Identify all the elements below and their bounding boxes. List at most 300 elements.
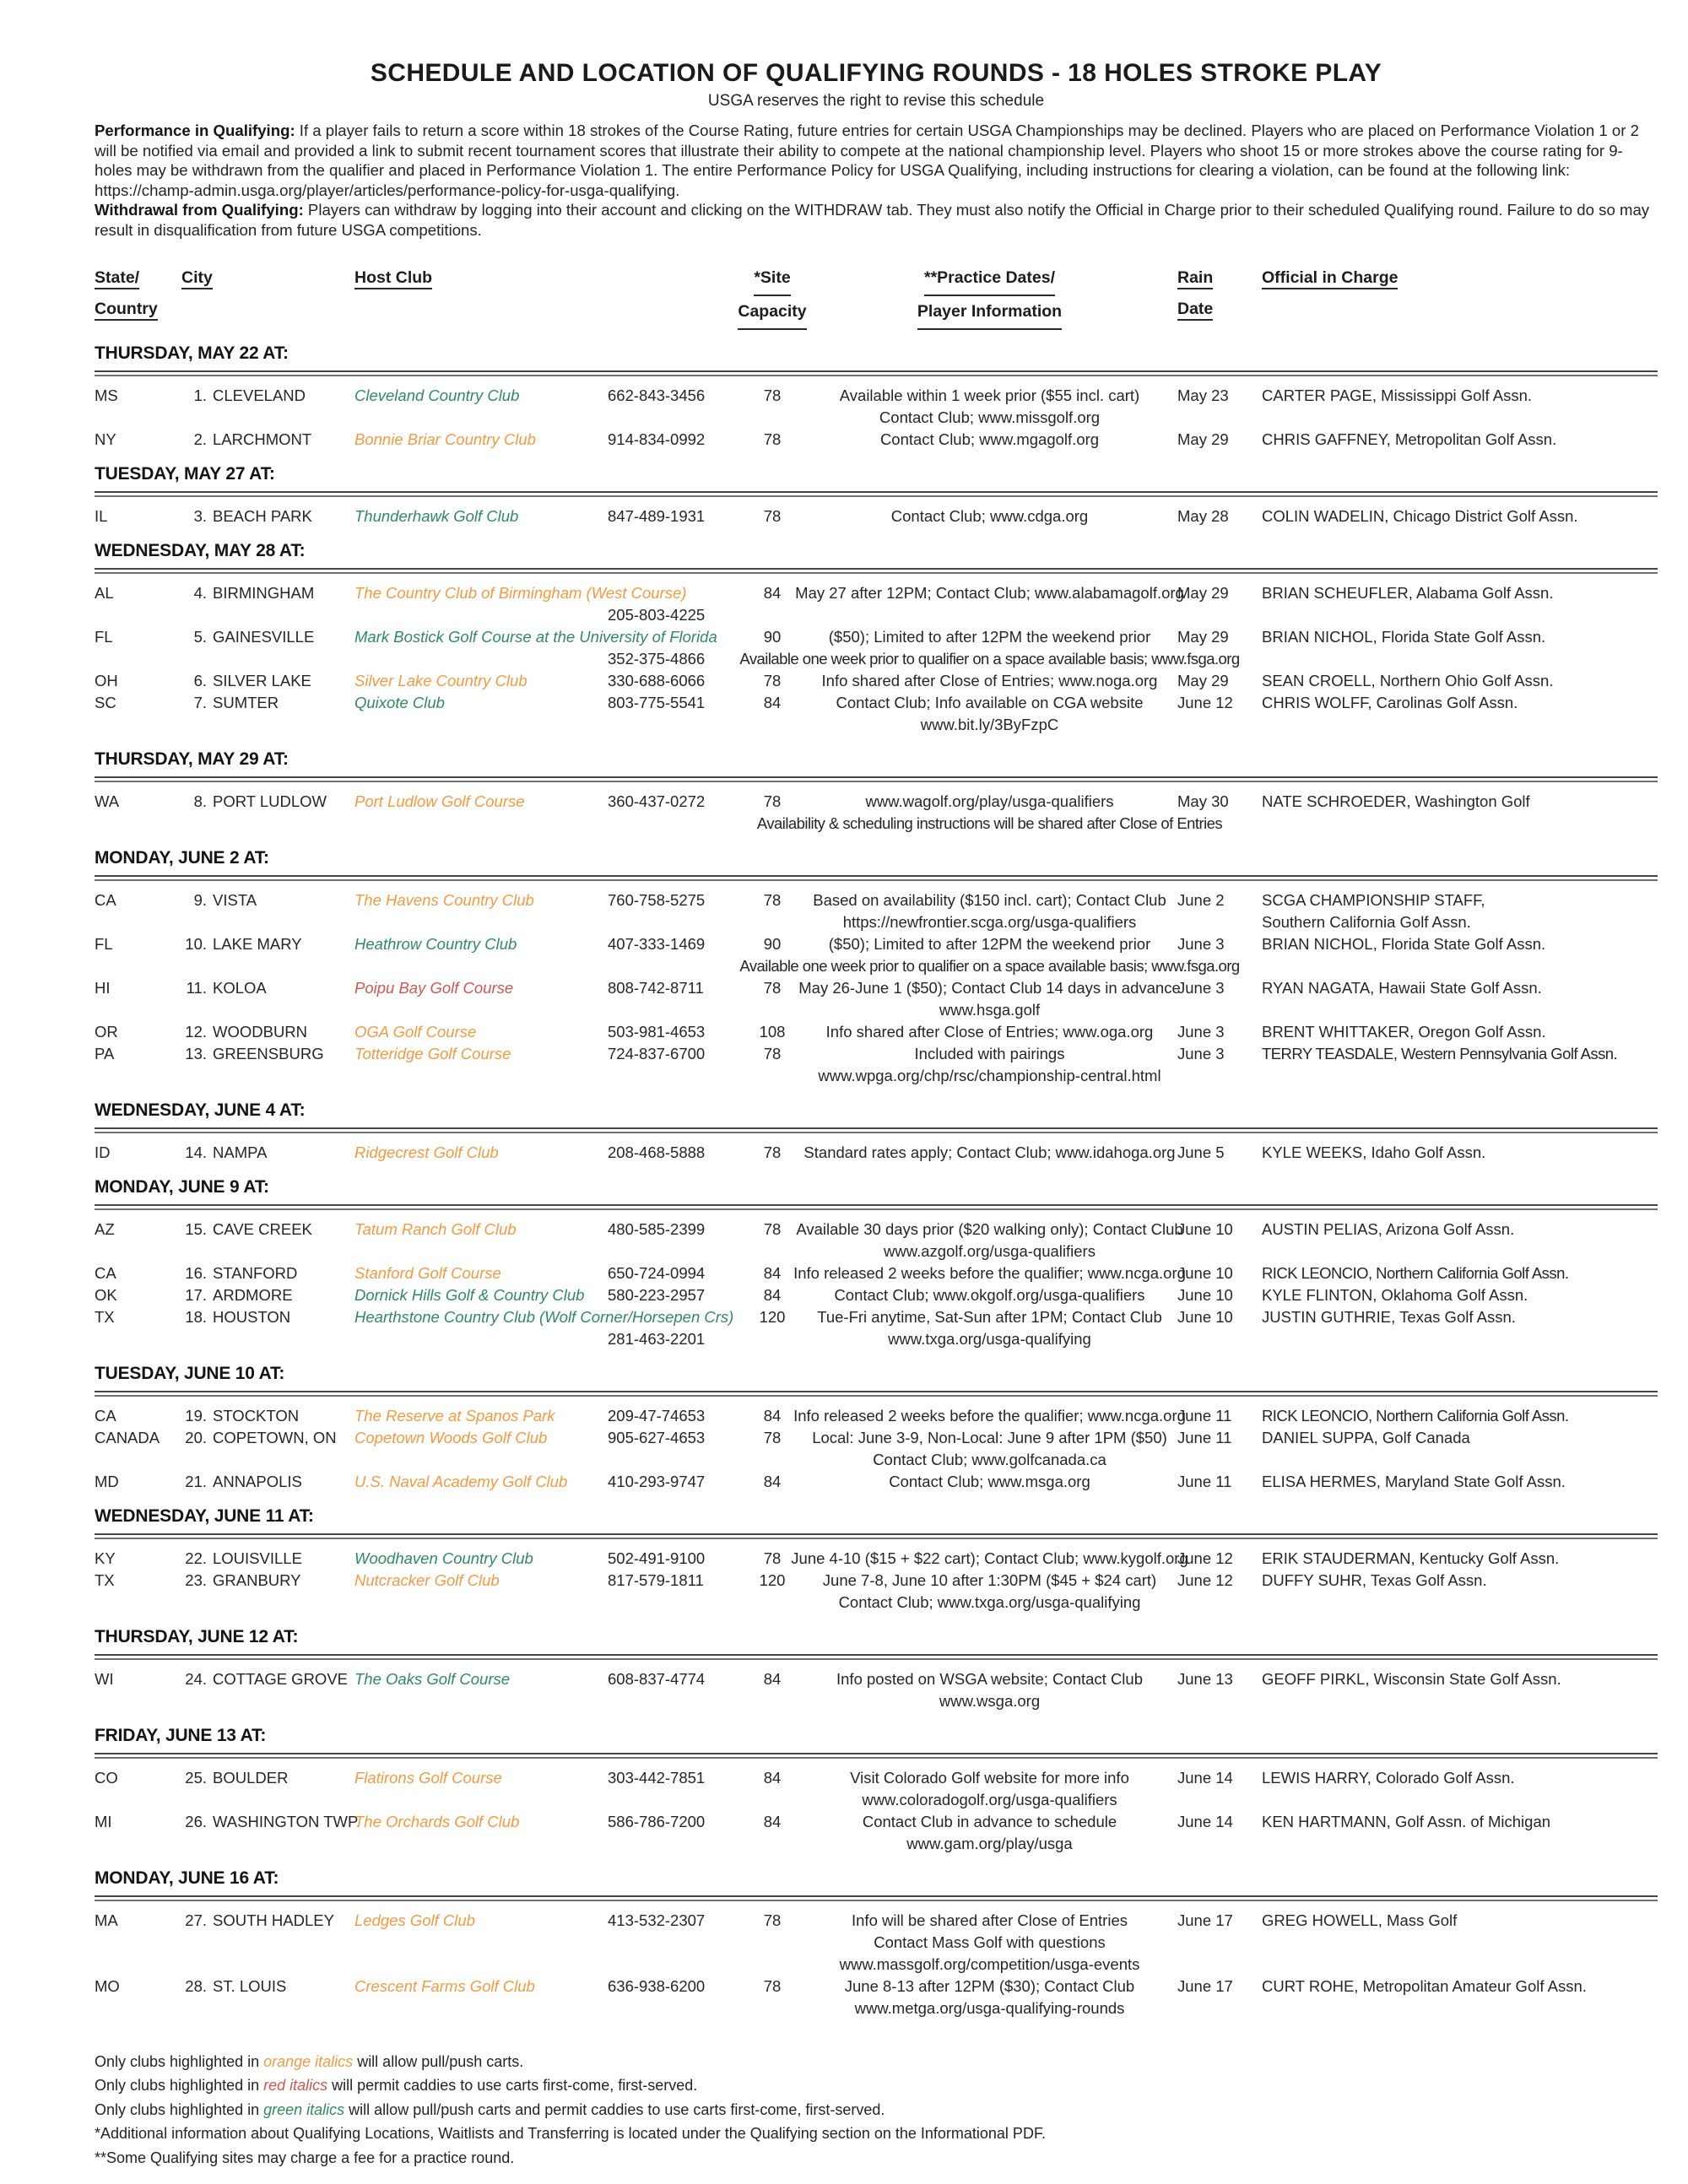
city-label <box>181 1021 354 1043</box>
rain-date-value: June 11 <box>1177 1472 1232 1490</box>
legend-line <box>95 2050 1658 2074</box>
row-capacity <box>743 670 802 692</box>
row-practice-info <box>796 1219 1183 1262</box>
capacity-value: 84 <box>763 1263 782 1282</box>
section-divider <box>95 491 1658 497</box>
cell-line: BRIAN NICHOL, Florida State Golf Assn. <box>1262 627 1546 646</box>
city-number: 12. <box>185 1022 207 1041</box>
schedule-section <box>95 748 1658 835</box>
cell-line: CURT ROHE, Metropolitan Amateur Golf Assn. <box>1262 1976 1587 1995</box>
row-rain-date <box>1177 889 1262 933</box>
row-city <box>181 1142 354 1164</box>
cell-line: Contact Club; www.cdga.org <box>890 506 1089 525</box>
cell-line: Info released 2 weeks before the qualifier; www.ncga.org <box>793 1263 1186 1282</box>
city-label <box>181 582 354 604</box>
section-heading: THURSDAY, MAY 29 AT: <box>95 749 289 769</box>
table-row <box>95 1668 1658 1712</box>
cell-line: Visit Colorado Golf website for more info <box>850 1768 1129 1787</box>
column-header-city: City <box>181 262 354 330</box>
row-practice-info <box>793 1262 1186 1284</box>
row-capacity <box>743 1219 802 1262</box>
row-rain-date <box>1177 791 1262 835</box>
row-capacity <box>743 889 802 933</box>
rain-date-value: May 29 <box>1177 583 1229 602</box>
row-city <box>181 1668 354 1712</box>
table-row <box>95 1021 1658 1043</box>
row-city <box>181 385 354 429</box>
schedule-sections <box>95 342 1658 2019</box>
cell-line: COLIN WADELIN, Chicago District Golf Assn. <box>1262 506 1578 525</box>
cell-line: Available one week prior to qualifier on a space available basis; www.fsga.org <box>739 956 1240 975</box>
rain-date-value: June 11 <box>1177 1428 1232 1446</box>
host-club-name: Port Ludlow Golf Course <box>354 792 525 810</box>
rain-date-value: June 10 <box>1177 1263 1233 1282</box>
cell-line: Contact Club; www.golfcanada.ca <box>873 1450 1106 1468</box>
city-label <box>181 505 354 527</box>
state-label: CANADA <box>95 1428 160 1446</box>
schedule-section <box>95 462 1658 527</box>
rain-date-value: June 17 <box>1177 1976 1233 1995</box>
cell-line: Contact Club; Info available on CGA website <box>836 693 1144 711</box>
row-official <box>1262 1262 1658 1284</box>
rain-date-value: May 30 <box>1177 792 1229 810</box>
row-state <box>95 670 181 692</box>
row-capacity <box>743 977 802 1021</box>
cell-line: KEN HARTMANN, Golf Assn. of Michigan <box>1262 1812 1551 1830</box>
city-name: VISTA <box>213 890 257 909</box>
column-header-practice-info: **Practice Dates/ Player Information <box>802 262 1177 330</box>
row-city <box>181 1427 354 1471</box>
city-label <box>181 977 354 999</box>
host-club-name: Flatirons Golf Course <box>354 1768 502 1787</box>
city-number: 16. <box>185 1263 207 1282</box>
row-state <box>95 1405 181 1427</box>
legend-prefix: Only clubs highlighted in <box>95 2100 264 2118</box>
row-capacity <box>743 582 802 626</box>
table-row <box>95 1306 1658 1350</box>
rain-date-value: June 2 <box>1177 890 1225 909</box>
section-heading: THURSDAY, JUNE 12 AT: <box>95 1626 299 1646</box>
city-number: 19. <box>185 1406 207 1424</box>
cell-line: LEWIS HARRY, Colorado Golf Assn. <box>1262 1768 1515 1787</box>
cell-line: June 8-13 after 12PM ($30); Contact Club <box>844 1976 1135 1995</box>
cell-line: KYLE WEEKS, Idaho Golf Assn. <box>1262 1143 1486 1161</box>
capacity-value: 84 <box>763 693 782 711</box>
column-header-state: State/ Country <box>95 262 181 330</box>
table-row <box>95 1910 1658 1976</box>
capacity-value: 78 <box>763 1044 782 1062</box>
cell-line: June 4-10 ($15 + $22 cart); Contact Club; www.kygolf.org <box>791 1549 1188 1567</box>
city-name: WOODBURN <box>213 1022 308 1041</box>
section-rows <box>95 376 1658 451</box>
city-name: COPETOWN, ON <box>213 1428 337 1446</box>
city-label <box>181 1142 354 1164</box>
city-number: 11. <box>186 978 207 997</box>
cell-line: RICK LEONCIO, Northern California Golf Assn. <box>1262 1406 1569 1424</box>
cell-line: 608-837-4774 <box>608 1669 706 1688</box>
cell-line <box>608 582 743 604</box>
section-rows <box>95 1660 1658 1712</box>
row-phone <box>608 1668 743 1712</box>
table-row <box>95 385 1658 429</box>
row-rain-date <box>1177 1668 1262 1712</box>
cell-line: May 26-June 1 ($50); Contact Club 14 days in advance <box>798 978 1181 997</box>
cell-line: May 27 after 12PM; Contact Club; www.alabamagolf.org <box>795 583 1184 602</box>
row-official <box>1262 1976 1658 2019</box>
host-club-name: The Reserve at Spanos Park <box>354 1406 555 1424</box>
city-number: 4. <box>193 583 207 602</box>
table-row <box>95 1219 1658 1262</box>
cell-line: Southern California Golf Assn. <box>1262 912 1471 931</box>
cell-line: 303-442-7851 <box>608 1768 706 1787</box>
row-official <box>1262 1570 1658 1614</box>
capacity-value: 90 <box>763 934 782 953</box>
row-phone <box>608 429 743 451</box>
city-label <box>181 1767 354 1789</box>
host-club-name: U.S. Naval Academy Golf Club <box>354 1472 568 1490</box>
row-official <box>1262 1219 1658 1262</box>
row-phone <box>608 1262 743 1284</box>
section-heading: MONDAY, JUNE 9 AT: <box>95 1176 269 1197</box>
host-club-name: The Orchards Golf Club <box>354 1812 520 1830</box>
section-divider <box>95 875 1658 881</box>
table-row <box>95 1142 1658 1164</box>
cell-line: 281-463-2201 <box>608 1329 706 1348</box>
capacity-value: 78 <box>763 430 782 448</box>
row-practice-info <box>802 1142 1177 1164</box>
rain-date-value: June 3 <box>1177 934 1225 953</box>
section-rows <box>95 1759 1658 1855</box>
row-official <box>1262 1142 1658 1164</box>
row-phone <box>608 692 743 736</box>
table-row <box>95 1811 1658 1855</box>
city-number: 13. <box>185 1044 207 1062</box>
cell-line: Availability & scheduling instructions will be shared after Close of Entries <box>756 814 1223 832</box>
section-rows <box>95 497 1658 527</box>
city-number: 22. <box>185 1549 207 1567</box>
rain-date-value: June 13 <box>1177 1669 1233 1688</box>
cell-line: Contact Club; www.txga.org/usga-qualifying <box>838 1592 1141 1611</box>
section-divider <box>95 1895 1658 1901</box>
cell-line <box>608 1306 743 1328</box>
row-official <box>1262 626 1658 670</box>
capacity-value: 84 <box>763 1472 782 1490</box>
rain-date-value: June 3 <box>1177 1044 1225 1062</box>
row-city <box>181 626 354 670</box>
state-label: HI <box>95 978 111 997</box>
cell-line: BRIAN SCHEUFLER, Alabama Golf Assn. <box>1262 583 1554 602</box>
row-rain-date <box>1177 1306 1262 1350</box>
row-practice-info <box>802 670 1177 692</box>
row-phone <box>608 977 743 1021</box>
cell-line: 209-47-74653 <box>608 1406 706 1424</box>
city-number: 10. <box>185 934 207 953</box>
row-capacity <box>743 692 802 736</box>
city-number: 18. <box>185 1307 207 1326</box>
cell-line: Standard rates apply; Contact Club; www.idahoga.org <box>803 1143 1176 1161</box>
row-official <box>1262 429 1658 451</box>
rain-date-value: June 10 <box>1177 1307 1233 1326</box>
row-phone <box>608 385 743 429</box>
row-official <box>1262 582 1658 626</box>
row-official <box>1262 1471 1658 1493</box>
cell-line: www.txga.org/usga-qualifying <box>888 1329 1091 1348</box>
section-rows <box>95 1397 1658 1493</box>
row-state <box>95 1306 181 1350</box>
city-name: GAINESVILLE <box>213 627 315 646</box>
row-rain-date <box>1177 1767 1262 1811</box>
row-host-club <box>354 791 608 835</box>
city-name: BIRMINGHAM <box>213 583 315 602</box>
state-label: OK <box>95 1285 117 1304</box>
state-label: FL <box>95 934 113 953</box>
row-official <box>1262 1284 1658 1306</box>
cell-line: Based on availability ($150 incl. cart); Contact Club <box>813 890 1166 909</box>
state-label: ID <box>95 1143 111 1161</box>
capacity-value: 78 <box>763 671 782 689</box>
row-city <box>181 1219 354 1262</box>
cell-line: GREG HOWELL, Mass Golf <box>1262 1911 1458 1929</box>
cell-line: Available one week prior to qualifier on a space available basis; www.fsga.org <box>739 649 1240 668</box>
page-title: SCHEDULE AND LOCATION OF QUALIFYING ROUNDS - 18 HOLES STROKE PLAY <box>370 59 1382 87</box>
row-rain-date <box>1177 1262 1262 1284</box>
row-state <box>95 1811 181 1855</box>
host-club-name: The Havens Country Club <box>354 890 534 909</box>
performance-label: Performance in Qualifying: <box>95 122 295 139</box>
row-state <box>95 889 181 933</box>
rain-date-value: June 5 <box>1177 1143 1225 1161</box>
city-number: 9. <box>193 890 207 909</box>
host-club-name: Silver Lake Country Club <box>354 671 528 689</box>
city-number: 3. <box>193 506 207 525</box>
row-rain-date <box>1177 1021 1262 1043</box>
state-label: CA <box>95 1263 116 1282</box>
schedule-section <box>95 1099 1658 1164</box>
row-official <box>1262 385 1658 429</box>
row-city <box>181 1405 354 1427</box>
row-city <box>181 1471 354 1493</box>
row-capacity <box>743 1427 802 1471</box>
section-heading: TUESDAY, JUNE 10 AT: <box>95 1363 285 1383</box>
row-practice-info <box>802 692 1177 736</box>
intro-paragraphs <box>95 121 1658 241</box>
legend-phrase-orange: orange italics <box>263 2052 354 2070</box>
row-phone <box>608 1219 743 1262</box>
row-state <box>95 1043 181 1087</box>
cell-line: Info shared after Close of Entries; www.oga.org <box>825 1022 1154 1041</box>
row-city <box>181 505 354 527</box>
section-rows <box>95 1901 1658 2019</box>
row-practice-info <box>802 1811 1177 1855</box>
row-practice-info <box>802 1668 1177 1712</box>
row-state <box>95 977 181 1021</box>
row-official <box>1262 1811 1658 1855</box>
rain-date-value: June 12 <box>1177 693 1233 711</box>
capacity-value: 78 <box>763 1976 782 1995</box>
row-official <box>1262 933 1658 977</box>
cell-line: KYLE FLINTON, Oklahoma Golf Assn. <box>1262 1285 1528 1304</box>
city-name: STANFORD <box>213 1263 298 1282</box>
state-label: CA <box>95 890 116 909</box>
city-name: ANNAPOLIS <box>213 1472 302 1490</box>
row-host-club <box>354 1570 608 1614</box>
legend-phrase-green: green italics <box>263 2100 345 2118</box>
city-number: 5. <box>193 627 207 646</box>
city-label <box>181 933 354 955</box>
cell-line: Contact Club; www.missgolf.org <box>879 408 1101 426</box>
rain-date-value: June 3 <box>1177 1022 1225 1041</box>
row-phone <box>608 626 743 670</box>
city-name: CAVE CREEK <box>213 1219 312 1238</box>
row-practice-info <box>802 1427 1177 1471</box>
row-city <box>181 670 354 692</box>
host-club-name: Crescent Farms Golf Club <box>354 1976 535 1995</box>
cell-line: 205-803-4225 <box>608 605 706 624</box>
cell-line: 724-837-6700 <box>608 1044 706 1062</box>
row-practice-info <box>795 582 1184 626</box>
row-official <box>1262 1668 1658 1712</box>
section-heading: FRIDAY, JUNE 13 AT: <box>95 1725 267 1745</box>
state-label: NY <box>95 430 116 448</box>
city-label <box>181 1811 361 1833</box>
cell-line: CARTER PAGE, Mississippi Golf Assn. <box>1262 386 1533 404</box>
row-official <box>1262 1021 1658 1043</box>
row-capacity <box>743 1306 802 1350</box>
row-state <box>95 1767 181 1811</box>
row-host-club <box>354 1219 608 1262</box>
capacity-value: 108 <box>759 1022 786 1041</box>
row-city <box>181 1976 354 2019</box>
city-label <box>181 692 354 714</box>
row-state <box>95 429 181 451</box>
cell-line: Tue-Fri anytime, Sat-Sun after 1PM; Contact Club <box>817 1307 1162 1326</box>
city-name: COTTAGE GROVE <box>213 1669 349 1688</box>
legend-phrase-red: red italics <box>263 2077 328 2095</box>
cell-line: www.wpga.org/chp/rsc/championship-central.html <box>818 1066 1161 1084</box>
row-official <box>1262 1910 1658 1976</box>
capacity-value: 78 <box>763 1143 782 1161</box>
city-name: GREENSBURG <box>213 1044 324 1062</box>
row-capacity <box>743 385 802 429</box>
city-label <box>181 670 354 692</box>
row-city <box>181 582 354 626</box>
city-number: 28. <box>185 1976 207 1995</box>
section-rows <box>95 574 1658 736</box>
row-rain-date <box>1177 582 1262 626</box>
capacity-value: 84 <box>763 1768 782 1787</box>
section-heading: MONDAY, JUNE 16 AT: <box>95 1868 279 1888</box>
column-header-official: Official in Charge <box>1262 262 1658 330</box>
row-host-club <box>354 385 608 429</box>
city-label <box>181 429 354 451</box>
state-label: OR <box>95 1022 118 1041</box>
city-name: SILVER LAKE <box>213 671 311 689</box>
cell-line: Contact Club in advance to schedule <box>862 1812 1117 1830</box>
row-rain-date <box>1177 626 1262 670</box>
cell-line: Available within 1 week prior ($55 incl. cart) <box>839 386 1140 404</box>
row-phone <box>608 1142 743 1164</box>
row-rain-date <box>1177 429 1262 451</box>
row-state <box>95 385 181 429</box>
state-label: MI <box>95 1812 112 1830</box>
row-practice-info <box>802 429 1177 451</box>
row-phone <box>608 1570 743 1614</box>
section-rows <box>95 881 1658 1087</box>
city-name: PORT LUDLOW <box>213 792 327 810</box>
row-rain-date <box>1177 1142 1262 1164</box>
schedule-section <box>95 539 1658 736</box>
section-divider <box>95 568 1658 574</box>
host-club-name: Tatum Ranch Golf Club <box>354 1219 517 1238</box>
rain-date-value: June 12 <box>1177 1570 1233 1589</box>
city-label <box>181 1284 354 1306</box>
host-club-name: Copetown Woods Golf Club <box>354 1428 548 1446</box>
city-number: 8. <box>193 792 207 810</box>
row-phone <box>608 1471 743 1493</box>
section-divider <box>95 1533 1658 1539</box>
row-host-club <box>354 933 608 977</box>
row-official <box>1262 692 1658 736</box>
column-header-host-club: Host Club <box>354 262 608 330</box>
capacity-value: 78 <box>763 978 782 997</box>
state-label: IL <box>95 506 108 525</box>
row-phone <box>608 1284 743 1306</box>
row-official <box>1262 1767 1658 1811</box>
city-number: 14. <box>185 1143 207 1161</box>
cell-line: SEAN CROELL, Northern Ohio Golf Assn. <box>1262 671 1554 689</box>
state-label: CA <box>95 1406 116 1424</box>
row-phone <box>608 1427 743 1471</box>
row-state <box>95 1570 181 1614</box>
row-practice-info <box>802 1043 1177 1087</box>
city-number: 7. <box>193 693 207 711</box>
row-practice-info <box>802 889 1177 933</box>
cell-line: www.coloradogolf.org/usga-qualifiers <box>862 1790 1117 1808</box>
city-number: 24. <box>185 1669 207 1688</box>
cell-line: CHRIS GAFFNEY, Metropolitan Golf Assn. <box>1262 430 1557 448</box>
section-heading: MONDAY, JUNE 2 AT: <box>95 847 269 868</box>
city-label <box>181 1570 354 1592</box>
capacity-value: 84 <box>763 1669 782 1688</box>
cell-line: NATE SCHROEDER, Washington Golf <box>1262 792 1530 810</box>
row-rain-date <box>1177 1570 1262 1614</box>
capacity-value: 78 <box>763 1911 782 1929</box>
section-divider <box>95 1204 1658 1210</box>
row-phone <box>608 505 743 527</box>
row-host-club <box>354 1262 608 1284</box>
row-capacity <box>743 1767 802 1811</box>
row-city <box>181 889 354 933</box>
cell-line: Contact Club; www.msga.org <box>889 1472 1090 1490</box>
legend-suffix: will allow pull/push carts and permit caddies to use carts first-come, first-served. <box>344 2100 885 2118</box>
cell-line: BRIAN NICHOL, Florida State Golf Assn. <box>1262 934 1546 953</box>
row-rain-date <box>1177 1219 1262 1262</box>
rain-date-value: May 29 <box>1177 627 1229 646</box>
footnote: *Additional information about Qualifying Locations, Waitlists and Transferring is located under the Qualifying section on the Informational PDF. <box>95 2125 1046 2143</box>
city-label <box>181 1910 354 1932</box>
row-host-club <box>354 692 608 736</box>
row-host-club <box>354 1976 608 2019</box>
row-state <box>95 626 181 670</box>
row-city <box>181 1767 354 1811</box>
state-label: PA <box>95 1044 115 1062</box>
row-official <box>1262 1548 1658 1570</box>
legend-line <box>95 2098 1658 2122</box>
cell-line: www.azgolf.org/usga-qualifiers <box>884 1241 1096 1260</box>
city-name: ARDMORE <box>213 1285 293 1304</box>
withdrawal-label: Withdrawal from Qualifying: <box>95 201 304 219</box>
host-club-name: Mark Bostick Golf Course at the University of Florida <box>354 627 717 646</box>
